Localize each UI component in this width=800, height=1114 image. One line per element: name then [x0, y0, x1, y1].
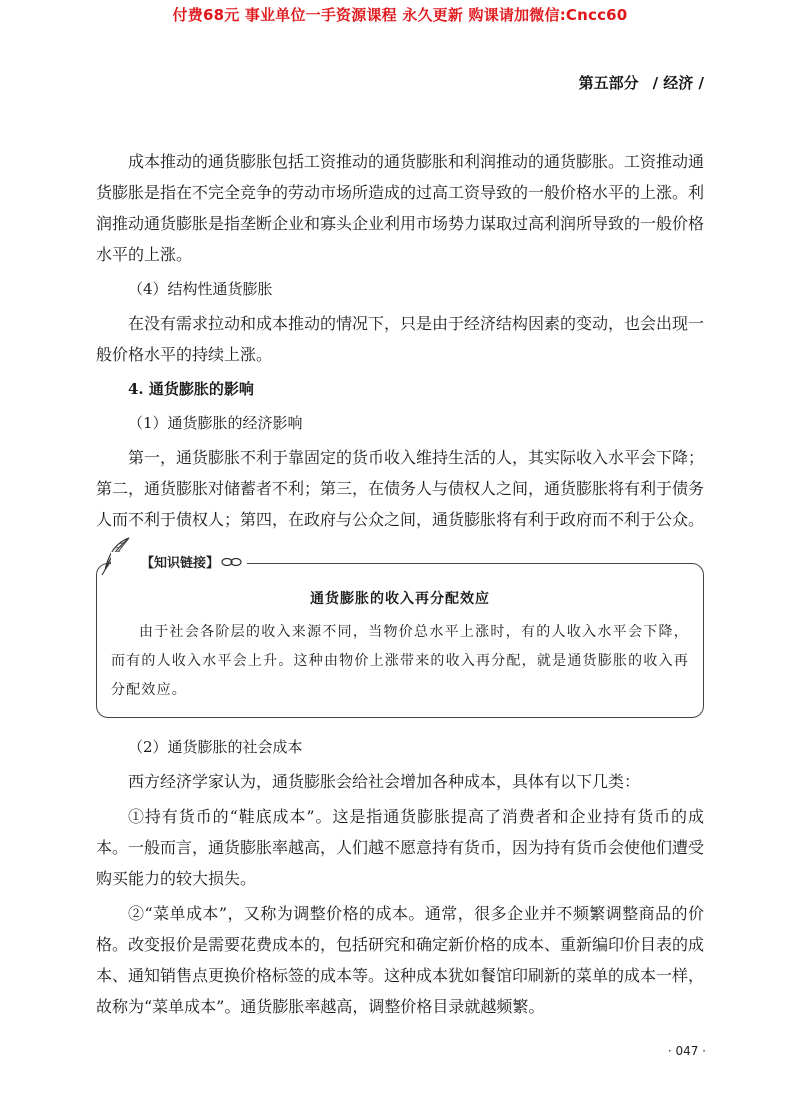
paragraph-economic-effects: 第一，通货膨胀不利于靠固定的货币收入维持生活的人，其实际收入水平会下降；第二，通货膨胀对储蓄者不利；第三，在债务人与债权人之间，通货膨胀将有利于债务人而不利于债权人；第四，在政府与公众之间，通货膨胀将有利于政府而不利于公众。: [96, 448, 705, 529]
subheading-economic-effects: （1）通货膨胀的经济影响: [128, 414, 303, 432]
callout-title: 通货膨胀的收入再分配效应: [310, 591, 490, 607]
header-section: / 经济 /: [652, 74, 704, 92]
subheading-social-cost: （2）通货膨胀的社会成本: [128, 738, 303, 756]
callout-body: 由于社会各阶层的收入来源不同，当物价总水平上涨时，有的人收入水平会下降，而有的人收入水平会上升。这种由物价上涨带来的收入再分配，就是通货膨胀的收入再分配效应。: [111, 624, 689, 698]
paragraph-cost-push: 成本推动的通货膨胀包括工资推动的通货膨胀和利润推动的通货膨胀。工资推动通货膨胀是指在不完全竞争的劳动市场所造成的过高工资导致的一般价格水平的上涨。利润推动通货膨胀是指垄断企业和寡头企业利用市场势力谋取过高利润所导致的一般价格水平的上涨。: [96, 152, 705, 264]
subheading-structural-inflation: （4）结构性通货膨胀: [128, 280, 273, 298]
paragraph-menu-cost: ②“菜单成本”，又称为调整价格的成本。通常，很多企业并不频繁调整商品的价格。改变报价是需要花费成本的，包括研究和确定新价格的成本、重新编印价目表的成本、通知销售点更换价格标签的成本等。这种成本犹如餐馆印刷新的菜单的成本一样，故称为“菜单成本”。通货膨胀率越高，调整价格目录就越频繁。: [96, 904, 705, 1016]
knowledge-link-tag: [111, 552, 247, 571]
page-number: · 047 ·: [667, 1044, 706, 1058]
chain-link-icon: [221, 557, 243, 567]
paragraph-social-cost-intro: 西方经济学家认为，通货膨胀会给社会增加各种成本，具体有以下几类：: [128, 772, 641, 791]
paragraph-shoe-leather-cost: ①持有货币的“鞋底成本”。这是指通货膨胀提高了消费者和企业持有货币的成本。一般而言，通货膨胀率越高，人们越不愿意持有货币，因为持有货币会使他们遭受购买能力的较大损失。: [96, 807, 705, 888]
watermark-banner: 付费68元 事业单位一手资源课程 永久更新 购课请加微信:Cncc60: [172, 6, 628, 24]
header-part: 第五部分: [578, 74, 639, 92]
section-heading-inflation-effects: 4. 通货膨胀的影响: [128, 380, 254, 398]
running-header: [579, 72, 704, 93]
paragraph-structural-inflation: 在没有需求拉动和成本推动的情况下，只是由于经济结构因素的变动，也会出现一般价格水平的持续上涨。: [96, 314, 705, 364]
knowledge-link-label: 【知识链接】: [141, 556, 220, 571]
page-body: [96, 146, 704, 1026]
knowledge-link-box: [96, 556, 704, 718]
